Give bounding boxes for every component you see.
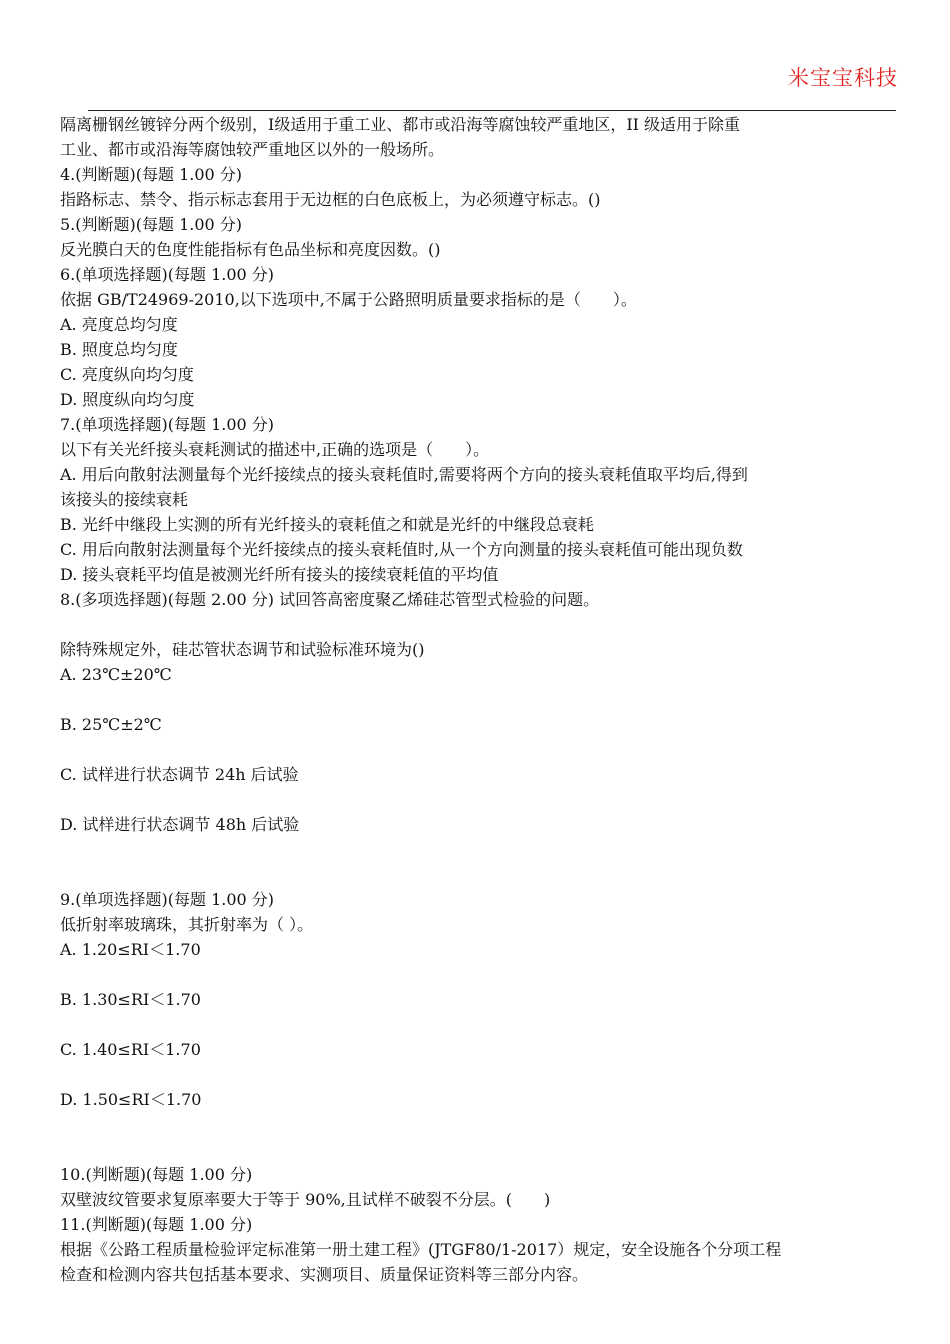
option-c: C. 1.40≤RI＜1.70 — [60, 1040, 201, 1059]
question-text: 根据《公路工程质量检验评定标准第一册土建工程》(JTGF80/1-2017）规定，安全设施各个分项工程 — [60, 1240, 782, 1259]
question-header: 4.(判断题)(每题 1.00 分) — [60, 165, 243, 184]
spacer — [60, 612, 900, 637]
document-content — [60, 112, 900, 1287]
option-b: B. 25℃±2℃ — [60, 715, 162, 734]
option-d: D. 照度纵向均匀度 — [60, 390, 195, 409]
option-a: A. 用后向散射法测量每个光纤接续点的接头衰耗值时,需要将两个方向的接头衰耗值取平均后,得到 — [60, 465, 748, 484]
header-rule — [88, 110, 896, 111]
question-header: 11.(判断题)(每题 1.00 分) — [60, 1215, 253, 1234]
spacer — [60, 962, 900, 987]
option-a: A. 23℃±20℃ — [60, 665, 172, 684]
question-text-continued: 检查和检测内容共包括基本要求、实测项目、质量保证资料等三部分内容。 — [60, 1265, 589, 1284]
question-header: 10.(判断题)(每题 1.00 分) — [60, 1165, 253, 1184]
option-d: D. 接头衰耗平均值是被测光纤所有接头的接续衰耗值的平均值 — [60, 565, 499, 584]
brand-watermark: 米宝宝科技 — [788, 66, 898, 90]
text-line: 工业、都市或沿海等腐蚀较严重地区以外的一般场所。 — [60, 140, 445, 159]
question-text: 依据 GB/T24969-2010,以下选项中,不属于公路照明质量要求指标的是（ ）。 — [60, 290, 637, 309]
option-d: D. 1.50≤RI＜1.70 — [60, 1090, 202, 1109]
spacer — [60, 837, 900, 887]
spacer — [60, 1112, 900, 1162]
spacer — [60, 787, 900, 812]
question-text: 指路标志、禁令、指示标志套用于无边框的白色底板上，为必须遵守标志。() — [60, 190, 601, 209]
option-c: C. 用后向散射法测量每个光纤接续点的接头衰耗值时,从一个方向测量的接头衰耗值可能出现负数 — [60, 540, 743, 559]
option-a: A. 亮度总均匀度 — [60, 315, 178, 334]
text-line: 隔离栅钢丝镀锌分两个级别，Ⅰ级适用于重工业、都市或沿海等腐蚀较严重地区，II 级适用于除重 — [60, 115, 741, 134]
question-header: 8.(多项选择题)(每题 2.00 分) 试回答高密度聚乙烯硅芯管型式检验的问题。 — [60, 590, 600, 609]
question-header: 6.(单项选择题)(每题 1.00 分) — [60, 265, 275, 284]
question-text: 双壁波纹管要求复原率要大于等于 90%,且试样不破裂不分层。( ) — [60, 1190, 551, 1209]
option-b: B. 照度总均匀度 — [60, 340, 178, 359]
question-text: 反光膜白天的色度性能指标有色品坐标和亮度因数。() — [60, 240, 441, 259]
question-header: 9.(单项选择题)(每题 1.00 分) — [60, 890, 275, 909]
question-text: 除特殊规定外，硅芯管状态调节和试验标准环境为() — [60, 640, 425, 659]
option-c: C. 亮度纵向均匀度 — [60, 365, 194, 384]
option-a-continued: 该接头的接续衰耗 — [60, 490, 189, 509]
option-b: B. 1.30≤RI＜1.70 — [60, 990, 201, 1009]
option-d: D. 试样进行状态调节 48h 后试验 — [60, 815, 300, 834]
option-b: B. 光纤中继段上实测的所有光纤接头的衰耗值之和就是光纤的中继段总衰耗 — [60, 515, 594, 534]
question-text: 以下有关光纤接头衰耗测试的描述中,正确的选项是（ ）。 — [60, 440, 490, 459]
question-header: 5.(判断题)(每题 1.00 分) — [60, 215, 243, 234]
option-a: A. 1.20≤RI＜1.70 — [60, 940, 201, 959]
option-c: C. 试样进行状态调节 24h 后试验 — [60, 765, 299, 784]
spacer — [60, 687, 900, 712]
spacer — [60, 737, 900, 762]
question-text: 低折射率玻璃珠，其折射率为（ ）。 — [60, 915, 314, 934]
spacer — [60, 1062, 900, 1087]
spacer — [60, 1012, 900, 1037]
question-header: 7.(单项选择题)(每题 1.00 分) — [60, 415, 275, 434]
